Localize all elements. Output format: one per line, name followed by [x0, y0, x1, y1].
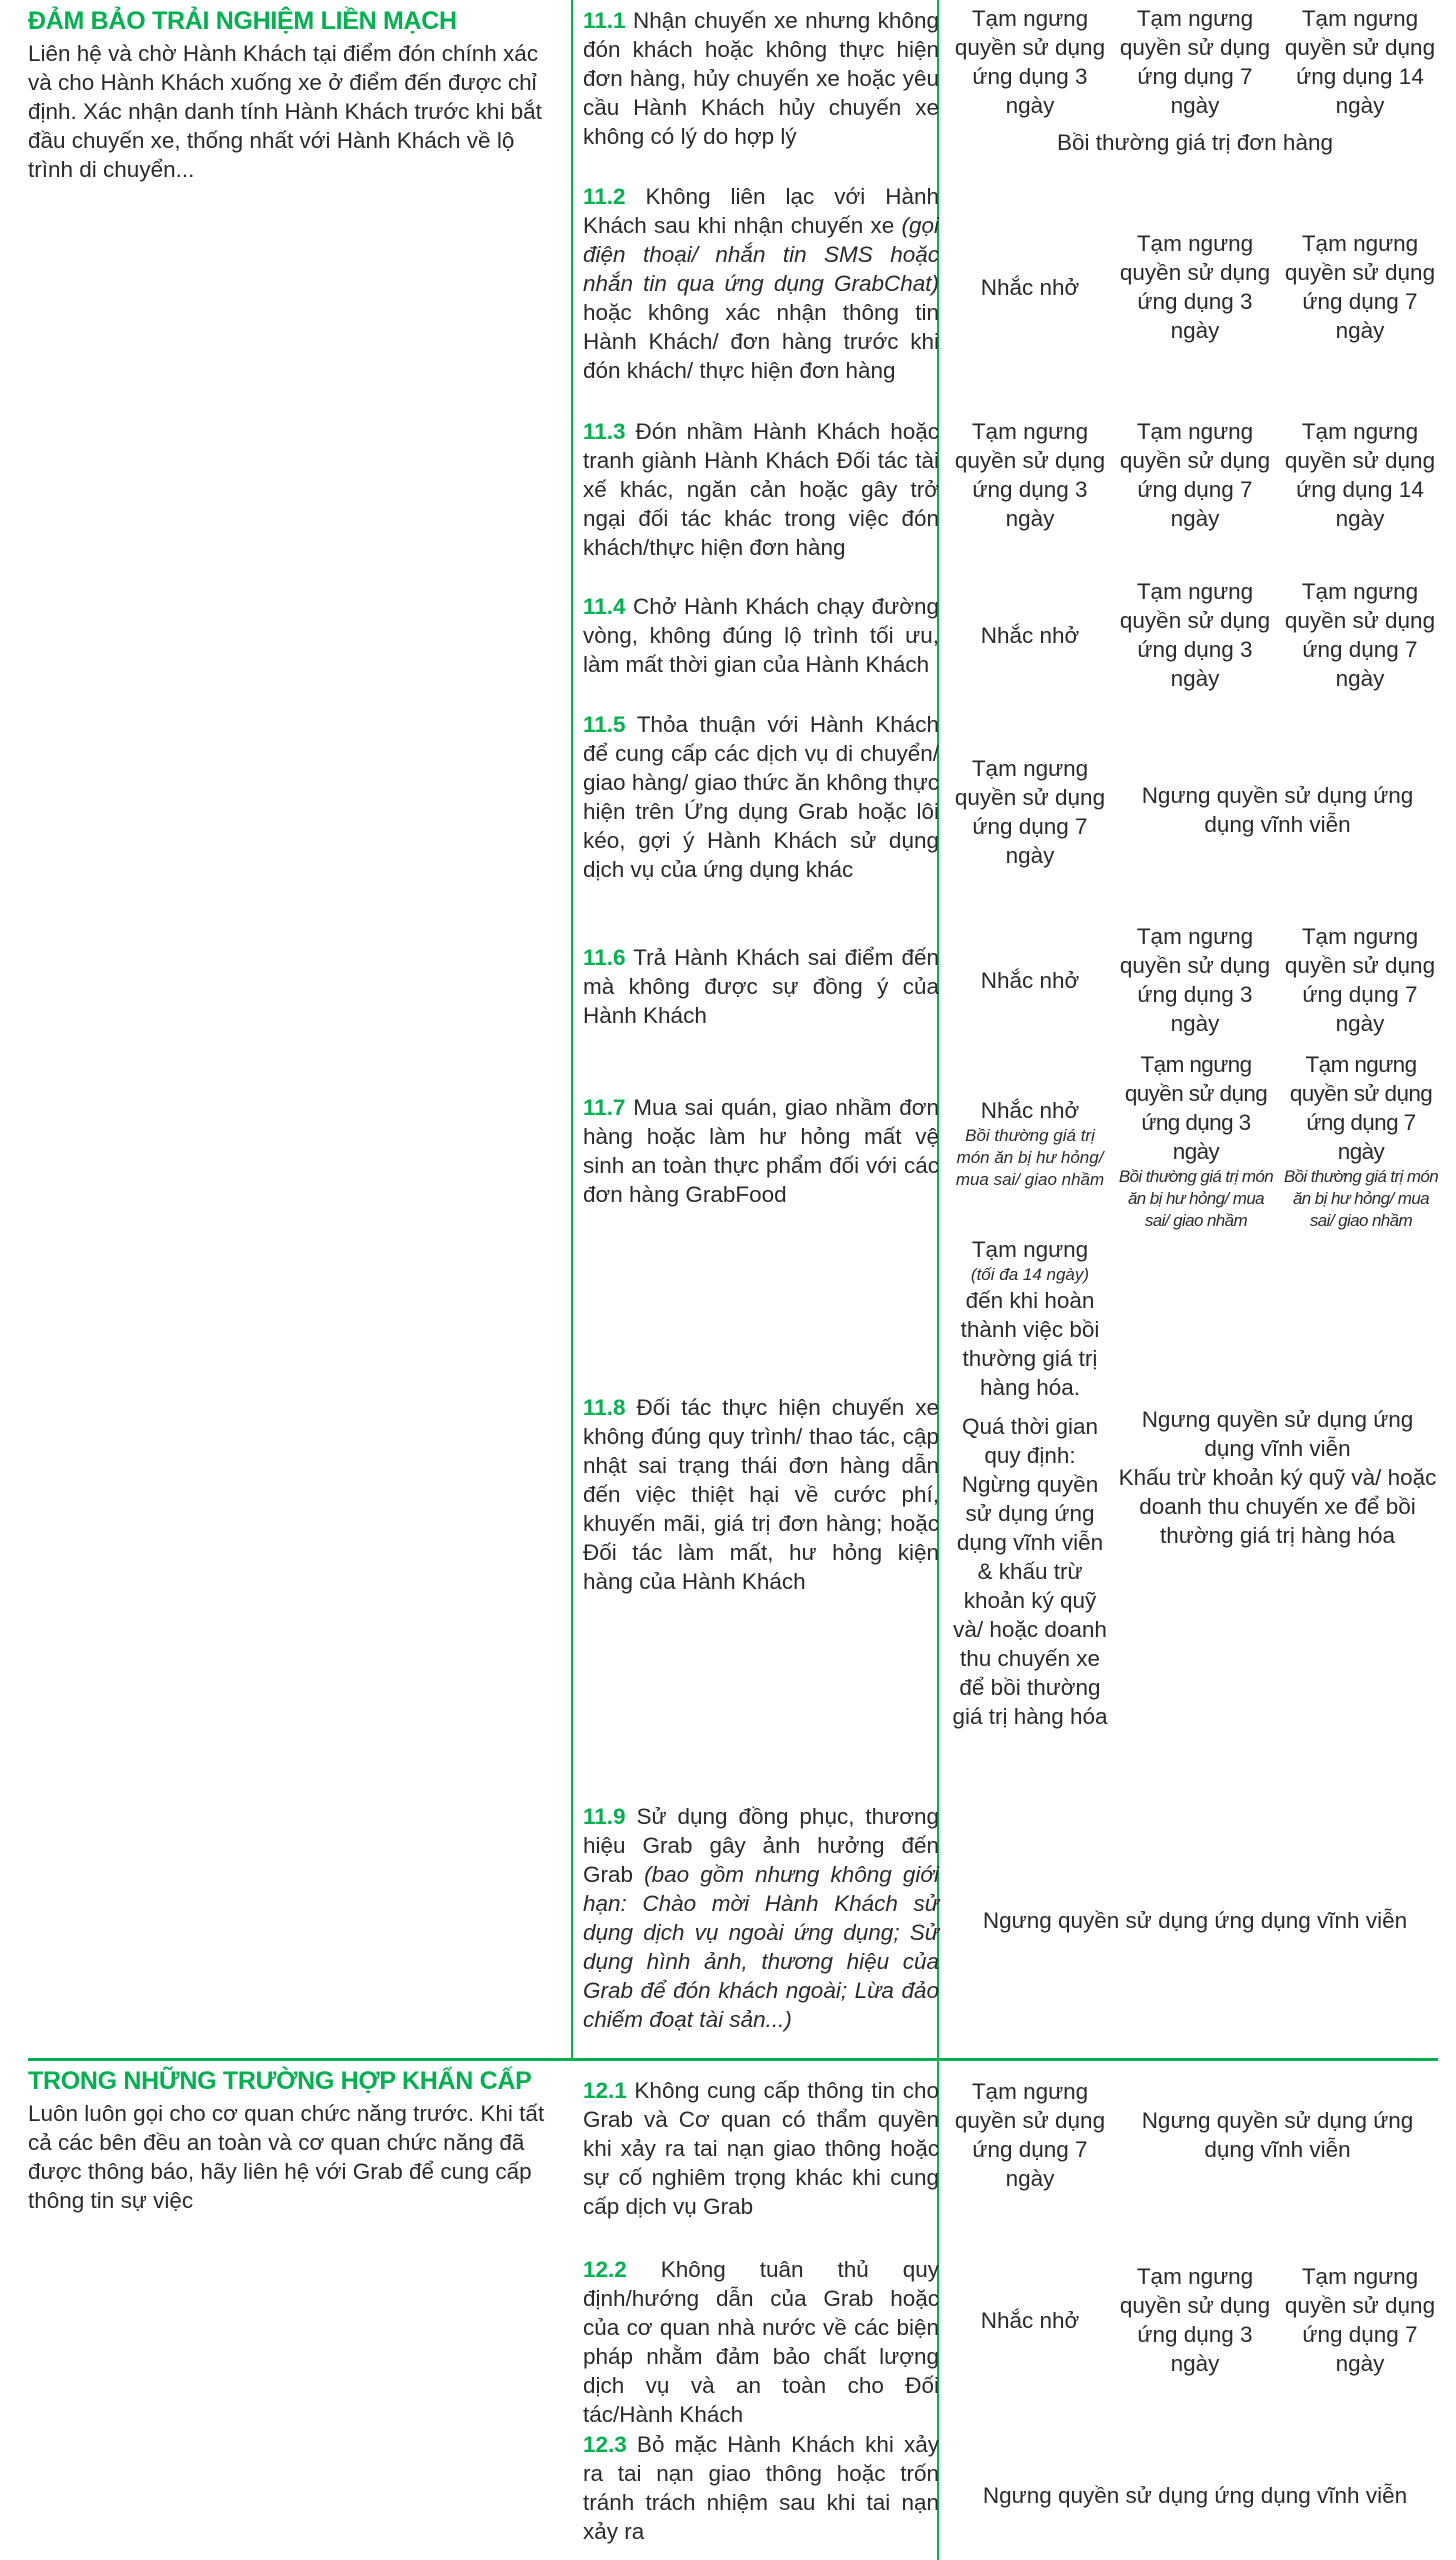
penalty-12-2-third: Tạm ngưng quyền sử dụng ứng dụng 7 ngày: [1284, 2264, 1436, 2376]
penalty-11-2-first: Nhắc nhở: [980, 274, 1080, 300]
rule-12-1: 12.1 Không cung cấp thông tin cho Grab và Cơ quan có thẩm quyền khi xảy ra tai nạn giao thông hoặc sự cố nghiêm trọng khác khi cung cấp dịch vụ Grab: [583, 2078, 939, 2219]
rule-11-8: 11.8 Đối tác thực hiện chuyến xe không đúng quy trình/ thao tác, cập nhật sai trạng thái đơn hàng dẫn đến việc thiệt hại về cước phí, khuyến mãi, giá trị đơn hàng; hoặc Đối tác làm mất, hư hỏng kiện hàng của Hành Khách: [583, 1395, 939, 1594]
penalty-12-2-first: Nhắc nhở: [980, 2307, 1080, 2333]
penalty-11-5-second-third: Ngưng quyền sử dụng ứng dụng vĩnh viễn: [1141, 783, 1414, 837]
penalty-11-8-first: Tạm ngưng (tối đa 14 ngày) đến khi hoàn thành việc bồi thường giá trị hàng hóa. Quá thời gian quy định: Ngừng quyền sử dụng ứng dụng vĩnh viễn & khấu trừ khoản ký quỹ và/ hoặc doanh thu chuyến xe để bồi thường giá trị hàng hóa: [952, 1237, 1108, 1729]
rule-11-9: 11.9 Sử dụng đồng phục, thương hiệu Grab gây ảnh hưởng đến Grab (bao gồm nhưng không giới hạn: Chào mời Hành Khách sử dụng dịch vụ ngoài ứng dụng; Sử dụng hình ảnh, thương hiệu của Grab để đón khách ngoài; Lừa đảo chiếm đoạt tài sản...): [583, 1804, 939, 2032]
penalty-11-9-all: Ngưng quyền sử dụng ứng dụng vĩnh viễn: [982, 1907, 1408, 1933]
rule-11-5: 11.5 Thỏa thuận với Hành Khách để cung cấp các dịch vụ di chuyển/ giao hàng/ giao thức ăn không thực hiện trên Ứng dụng Grab hoặc lôi kéo, gợi ý Hành Khách sử dụng dịch vụ của ứng dụng khác: [583, 712, 939, 882]
rule-12-3: 12.3 Bỏ mặc Hành Khách khi xảy ra tai nạn giao thông hoặc trốn tránh trách nhiệm sau khi tai nạn xảy ra: [583, 2432, 939, 2544]
section-seamless-experience: [28, 6, 558, 184]
penalty-11-3-first: Tạm ngưng quyền sử dụng ứng dụng 3 ngày: [954, 419, 1106, 531]
penalty-11-1-third: Tạm ngưng quyền sử dụng ứng dụng 14 ngày: [1284, 6, 1436, 118]
penalty-11-1-first: Tạm ngưng quyền sử dụng ứng dụng 3 ngày: [954, 6, 1106, 118]
rule-11-4: 11.4 Chở Hành Khách chạy đường vòng, không đúng lộ trình tối ưu, làm mất thời gian của Hành Khách: [583, 594, 939, 677]
penalty-11-5-first: Tạm ngưng quyền sử dụng ứng dụng 7 ngày: [954, 756, 1106, 868]
penalty-12-1-second-third: Ngưng quyền sử dụng ứng dụng vĩnh viễn: [1141, 2108, 1414, 2162]
section-title: TRONG NHỮNG TRƯỜNG HỢP KHẨN CẤP: [28, 2067, 532, 2095]
penalty-11-6-first: Nhắc nhở: [980, 967, 1080, 993]
rule-number: 11.5: [583, 712, 626, 737]
rule-number: 11.6: [583, 945, 626, 970]
penalty-12-2-second: Tạm ngưng quyền sử dụng ứng dụng 3 ngày: [1119, 2264, 1271, 2376]
rule-number: 11.2: [583, 184, 626, 209]
penalty-11-2-second: Tạm ngưng quyền sử dụng ứng dụng 3 ngày: [1119, 231, 1271, 343]
rule-12-2: 12.2 Không tuân thủ quy định/hướng dẫn của Grab hoặc của cơ quan nhà nước về các biện pháp nhằm đảm bảo chất lượng dịch vụ và an toàn cho Đối tác/Hành Khách: [583, 2257, 939, 2427]
rule-number: 11.1: [583, 8, 626, 33]
rule-11-3: 11.3 Đón nhầm Hành Khách hoặc tranh giành Hành Khách Đối tác tài xế khác, ngăn cản hoặc gây trở ngại đối tác khác trong việc đón khách/thực hiện đơn hàng: [583, 419, 939, 560]
rule-number: 11.8: [583, 1395, 626, 1420]
section-description: Luôn luôn gọi cho cơ quan chức năng trước. Khi tất cả các bên đều an toàn và cơ quan chức năng đã được thông báo, hãy liên hệ với Grab để cung cấp thông tin sự việc: [28, 2101, 545, 2213]
penalty-11-7-first: Nhắc nhở Bồi thường giá trị món ăn bị hư hỏng/ mua sai/ giao nhầm: [955, 1097, 1105, 1189]
penalty-11-4-first: Nhắc nhở: [980, 622, 1080, 648]
penalty-11-1-second: Tạm ngưng quyền sử dụng ứng dụng 7 ngày: [1119, 6, 1271, 118]
rule-11-2: 11.2 Không liên lạc với Hành Khách sau khi nhận chuyến xe (gọi điện thoại/ nhắn tin SMS hoặc nhắn tin qua ứng dụng GrabChat) hoặc không xác nhận thông tin Hành Khách/ đơn hàng trước khi đón khách/ thực hiện đơn hàng: [583, 184, 939, 383]
rule-number: 12.1: [583, 2078, 627, 2103]
penalty-11-3-second: Tạm ngưng quyền sử dụng ứng dụng 7 ngày: [1119, 419, 1271, 531]
penalty-12-3-all: Ngưng quyền sử dụng ứng dụng vĩnh viễn: [982, 2482, 1408, 2508]
penalty-11-7-third: Tạm ngưng quyền sử dụng ứng dụng 7 ngày Bồi thường giá trị món ăn bị hư hỏng/ mua sai/ giao nhầm: [1283, 1052, 1439, 1230]
penalty-11-4-second: Tạm ngưng quyền sử dụng ứng dụng 3 ngày: [1119, 579, 1271, 691]
penalty-11-8-second-third: Ngưng quyền sử dụng ứng dụng vĩnh viễn Khấu trừ khoản ký quỹ và/ hoặc doanh thu chuyến xe để bồi thường giá trị hàng hóa: [1118, 1407, 1437, 1548]
rule-number: 11.3: [583, 419, 626, 444]
divider-section: [28, 2058, 1438, 2061]
section-description: Liên hệ và chờ Hành Khách tại điểm đón chính xác và cho Hành Khách xuống xe ở điểm đến được chỉ định. Xác nhận danh tính Hành Khách trước khi bắt đầu chuyến xe, thống nhất với Hành Khách về lộ trình di chuyển...: [28, 41, 542, 182]
rule-11-7: 11.7 Mua sai quán, giao nhầm đơn hàng hoặc làm hư hỏng mất vệ sinh an toàn thực phẩm đối với các đơn hàng GrabFood: [583, 1095, 939, 1207]
penalty-11-1-compensation: Bồi thường giá trị đơn hàng: [1057, 129, 1333, 155]
penalty-12-1-first: Tạm ngưng quyền sử dụng ứng dụng 7 ngày: [954, 2079, 1106, 2191]
penalty-11-3-third: Tạm ngưng quyền sử dụng ứng dụng 14 ngày: [1284, 419, 1436, 531]
penalty-11-2-third: Tạm ngưng quyền sử dụng ứng dụng 7 ngày: [1284, 231, 1436, 343]
penalty-11-6-third: Tạm ngưng quyền sử dụng ứng dụng 7 ngày: [1284, 924, 1436, 1036]
rule-text: Nhận chuyến xe nhưng không đón khách hoặc không thực hiện đơn hàng, hủy chuyến xe hoặc yêu cầu Hành Khách hủy chuyến xe không có lý do hợp lý: [583, 8, 939, 149]
rule-11-6: 11.6 Trả Hành Khách sai điểm đến mà không được sự đồng ý của Hành Khách: [583, 945, 939, 1028]
rule-number: 12.2: [583, 2257, 627, 2282]
rule-number: 11.4: [583, 594, 626, 619]
section-emergency: [28, 2066, 558, 2215]
rule-number: 11.7: [583, 1095, 626, 1120]
rule-number: 12.3: [583, 2432, 627, 2457]
penalty-11-4-third: Tạm ngưng quyền sử dụng ứng dụng 7 ngày: [1284, 579, 1436, 691]
penalty-11-7-second: Tạm ngưng quyền sử dụng ứng dụng 3 ngày Bồi thường giá trị món ăn bị hư hỏng/ mua sai/ giao nhầm: [1118, 1052, 1274, 1230]
divider-vertical-left: [571, 0, 573, 2060]
section-title: ĐẢM BẢO TRẢI NGHIỆM LIỀN MẠCH: [28, 7, 457, 35]
rule-number: 11.9: [583, 1804, 626, 1829]
rule-11-1: [583, 6, 939, 151]
penalty-11-6-second: Tạm ngưng quyền sử dụng ứng dụng 3 ngày: [1119, 924, 1271, 1036]
